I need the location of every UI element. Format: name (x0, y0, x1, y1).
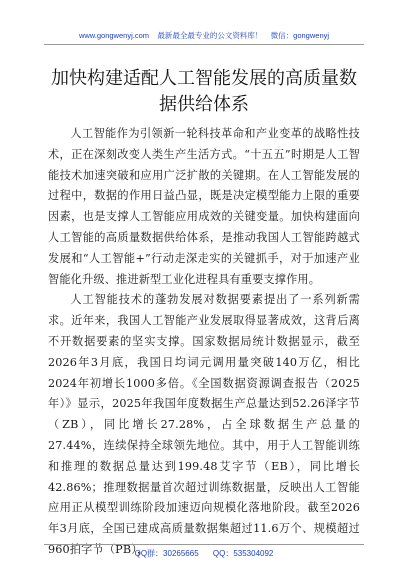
footer-divider (44, 544, 364, 545)
page-header (0, 30, 408, 41)
header-divider (44, 44, 364, 45)
footer-qq: QQ：535304092 (212, 549, 274, 558)
page-footer (0, 548, 408, 559)
body-paragraph-2: 人工智能技术的蓬勃发展对数据要素提出了一系列新需求。近年来，我国人工智能产业发展取得显著成效，这背后离不开数据要素的坚实支撑。国家数据局统计数据显示，截至2026年3月底，我国日均词元调用量突破140万亿，相比2024年初增长1000多倍。《全国数据资源调查报告（2025年）》显示，2025年我国年度数据生产总量达到52.26泽字节（ZB），同比增长27.28%，占全球数据生产总量的27.44%，连续保持全球领先地位。其中，用于人工智能训练和推理的数据总量达到199.48艾字节（EB），同比增长42.86%；推理数据量首次超过训练数据量，反映出人工智能应用正从模型训练阶段加速迈向规模化落地阶段。截至2026年3月底，全国已建成高质量数据集超过11.6万个、规模超过960拍字节（PB）， (48, 293, 360, 556)
document-body (48, 124, 360, 561)
header-site[interactable]: www.gongwenyj.com (78, 31, 149, 40)
footer-qq-group: QQ群：30265665 (134, 549, 199, 558)
header-tagline: 最新最全最专业的公文资料库！ (157, 31, 263, 40)
header-wechat: 微信：gongwenyj (270, 31, 330, 40)
body-paragraph-1: 人工智能作为引领新一轮科技革命和产业变革的战略性技术，正在深刻改变人类生产生活方式。“十五五”时期是人工智能技术加速突破和应用广泛扩散的关键期。在人工智能发展的过程中，数据的作用日益凸显，既是决定模型能力上限的重要因素，也是支撑人工智能应用成效的关键变量。加快构建面向人工智能的高质量数据供给体系，是推动我国人工智能跨越式发展和“人工智能+”行动走深走实的关键抓手，对于加速产业智能化升级、推进新型工业化进程具有重要支撑作用。 (48, 127, 360, 286)
document-title: 加快构建适配人工智能发展的高质量数据供给体系 (51, 68, 357, 115)
